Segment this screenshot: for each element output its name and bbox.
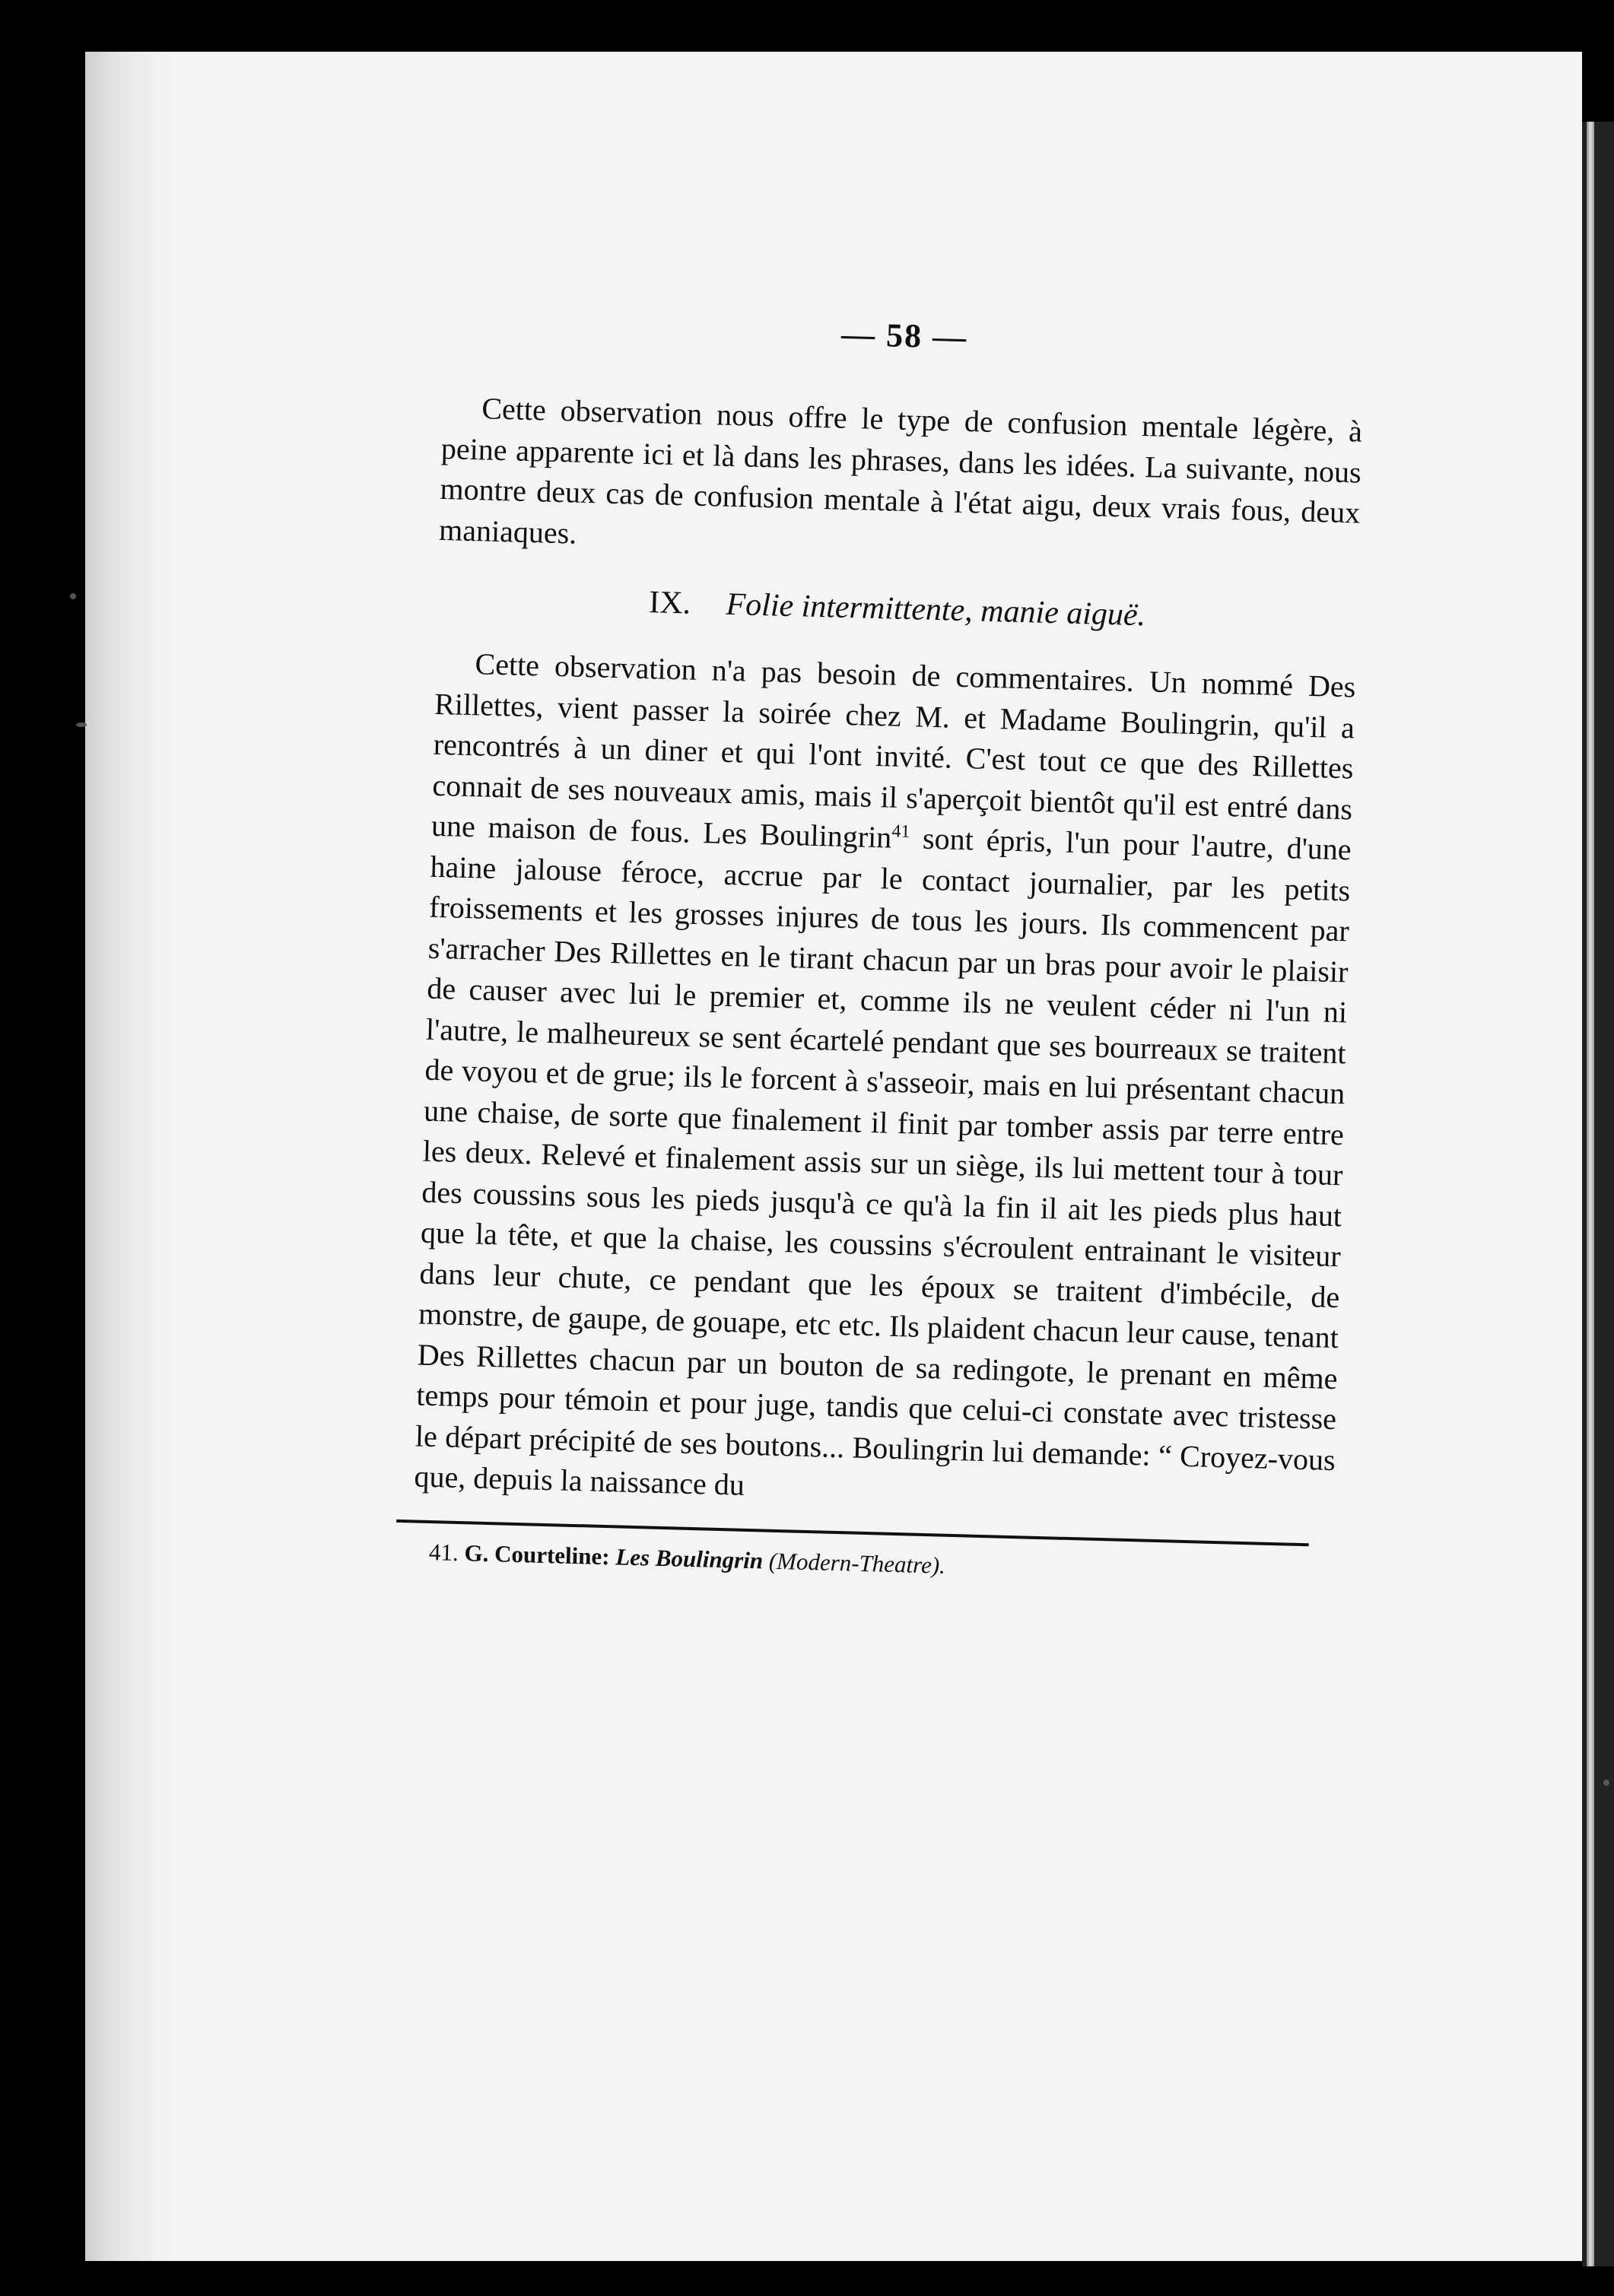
footnote-theatre: (Modern-Theatre).	[768, 1547, 946, 1579]
section-title: Folie intermittente, manie aiguë.	[726, 586, 1146, 634]
scan-speck	[1603, 1780, 1609, 1786]
paragraph-text: sont épris, l'un pour l'autre, d'une haine jalouse féroce, accrue par le contact journalier, par les petits froissements et les grosses injures de tous les jours. Ils commencent par s'arracher Des Rillettes en le tirant chacun par un bras pour avoir le plaisir de causer avec lui le premier et, comme ils ne veulent céder ni l'un ni l'autre, le malheureux se sent écartelé pendant que ses bourreaux se traitent de voyou et de grue; ils le forcent à s'asseoir, mais en lui présentant chacun une chaise, de sorte que finalement il finit par tomber assis par terre entre les deux. Relevé et finalement assis sur un siège, ils lui mettent tour à tour des coussins sous les pieds jusqu'à ce qu'à la fin il ait les pieds plus haut que la tête, et que la chaise, les coussins s'écroulent entrainant le visiteur dans leur chute, ce pendant que les époux se traitent d'imbécile, de monstre, de gaupe, de gouape, etc etc. Ils plaident chacun leur cause, tenant Des Rillettes chacun par un bouton de sa redingote, le prenant en même temps pour témoin et pour juge, tandis que celui-ci constate avec tristesse le départ précipité de ses boutons... Boulingrin lui demande: “ Croyez-vous que, depuis la naissance du	[414, 821, 1352, 1502]
page-gutter	[85, 52, 169, 2261]
page-text	[412, 304, 1365, 1589]
footnote-number: 41.	[428, 1538, 459, 1566]
footnote-reference[interactable]: 41	[891, 821, 910, 842]
footnote-author: G. Courteline:	[464, 1539, 611, 1570]
section-number: IX.	[648, 585, 691, 621]
footnote-title: Les Boulingrin	[615, 1542, 764, 1574]
paragraph-text: Cette observation n'a pas besoin de commentaires. Un nommé Des Rillettes, vient passer la soirée chez M. et Madame Boulingrin, qu'il a rencontrés à un diner et qui l'ont invité. C'est tout ce que des Rillettes connait de ses nouveaux amis, mais il s'aperçoit bientôt qu'il est entré dans une maison de fous. Les Boulingrin	[431, 646, 1356, 855]
paragraph	[414, 643, 1356, 1521]
page-number: — 58 —	[840, 315, 968, 356]
section-heading	[437, 579, 1358, 640]
facing-page-edge	[1582, 122, 1614, 2266]
paragraph: Cette observation nous offre le type de confusion mentale légère, à peine apparente ici et là dans les phrases, dans les idées. La suivante, nous montre deux cas de confusion mentale à l'état aigu, deux vrais fous, deux maniaques.	[438, 391, 1363, 551]
scan-speck	[70, 593, 76, 599]
facing-page-strip	[1587, 122, 1594, 2266]
scan-speck	[76, 722, 87, 727]
